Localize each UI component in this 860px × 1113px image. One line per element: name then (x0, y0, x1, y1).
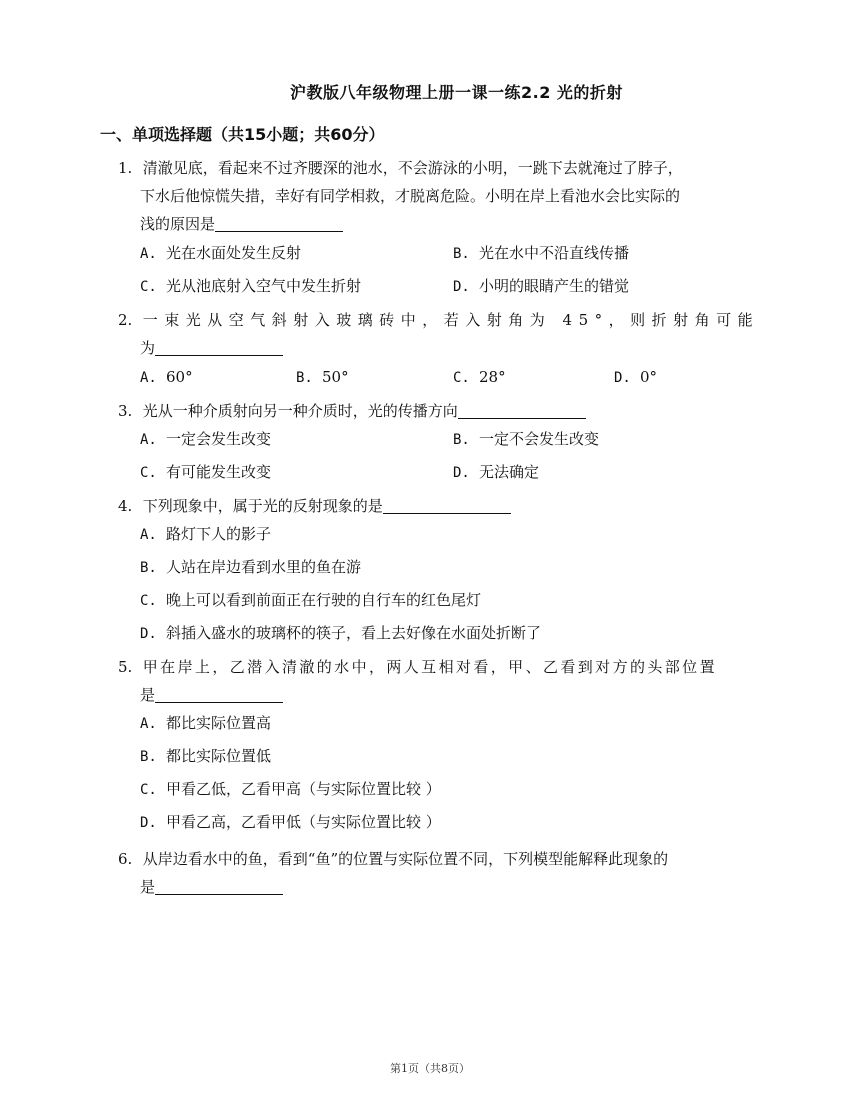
option-letter: C. (140, 279, 157, 295)
option-text: 小明的眼睛产生的错觉 (479, 277, 630, 295)
question-number: 6. (118, 850, 133, 868)
option-letter: C. (453, 370, 470, 386)
option-text: 甲看乙高，乙看甲低（与实际位置比较 ） (166, 813, 441, 831)
option-text: 晚上可以看到前面正在行驶的自行车的红色尾灯 (166, 591, 482, 609)
option-5d[interactable] (140, 810, 441, 835)
option-text: 甲看乙低，乙看甲高（与实际位置比较 ） (166, 780, 441, 798)
page-title: 沪教版八年级物理上册一课一练2.2 光的折射 (290, 83, 623, 102)
option-4d[interactable] (140, 621, 541, 646)
answer-blank[interactable] (155, 876, 283, 895)
question-text-line-1: 光从一种介质射向另一种介质时，光的传播方向 (142, 402, 458, 420)
option-letter: D. (140, 626, 157, 642)
question-number: 2. (118, 311, 133, 329)
option-letter: D. (140, 815, 157, 831)
option-1c[interactable] (140, 274, 361, 299)
option-letter: B. (453, 246, 470, 262)
question-number: 1. (118, 159, 133, 177)
option-text: 一定不会发生改变 (479, 430, 600, 448)
option-text: 人站在岸边看到水里的鱼在游 (166, 558, 362, 576)
option-4c[interactable] (140, 588, 481, 613)
question-text-line-1: 下列现象中，属于光的反射现象的是 (142, 497, 383, 515)
option-1b[interactable] (453, 241, 629, 266)
option-letter: D. (614, 370, 631, 386)
option-4a[interactable] (140, 522, 271, 547)
question-text-line-2: 为 (140, 339, 156, 357)
question-text-line-2-wrap (118, 334, 763, 362)
option-text: 都比实际位置高 (166, 714, 272, 732)
answer-blank[interactable] (155, 337, 283, 356)
option-letter: B. (140, 749, 157, 765)
option-text: 都比实际位置低 (166, 747, 272, 765)
option-5b[interactable] (140, 744, 271, 769)
option-text: 光在水面处发生反射 (166, 244, 302, 262)
question-text-line-3-wrap (118, 210, 763, 238)
option-letter: A. (140, 716, 157, 732)
answer-blank[interactable] (155, 684, 283, 703)
option-letter: A. (140, 246, 157, 262)
question-text-line-2: 是 (140, 878, 156, 896)
option-letter: B. (453, 432, 470, 448)
option-text: 50° (322, 368, 349, 386)
question-text-line-1: 甲在岸上，乙潜入清澈的水中，两人互相对看，甲、乙看到对方的头部位置 (142, 658, 717, 676)
question-text-line-2-wrap (118, 873, 763, 901)
option-letter: D. (453, 279, 470, 295)
question-3 (118, 397, 763, 425)
option-text: 光从池底射入空气中发生折射 (166, 277, 362, 295)
question-text-line-2: 下水后他惊慌失措，幸好有同学相救，才脱离危险。小明在岸上看池水会比实际的 (140, 187, 681, 205)
option-3d[interactable] (453, 460, 539, 485)
answer-blank[interactable] (215, 213, 343, 232)
question-number: 3. (118, 402, 133, 420)
option-4b[interactable] (140, 555, 361, 580)
option-3b[interactable] (453, 427, 599, 452)
question-1 (118, 154, 763, 238)
question-text-line-1: 从岸边看水中的鱼，看到“鱼”的位置与实际位置不同，下列模型能解释此现象的 (142, 850, 669, 868)
option-letter: B. (296, 370, 313, 386)
option-letter: A. (140, 370, 157, 386)
option-text: 一定会发生改变 (166, 430, 272, 448)
option-letter: A. (140, 527, 157, 543)
answer-blank[interactable] (383, 495, 511, 514)
question-number: 4. (118, 497, 133, 515)
option-letter: A. (140, 432, 157, 448)
question-number: 5. (118, 658, 133, 676)
option-text: 60° (166, 368, 193, 386)
option-text: 斜插入盛水的玻璃杯的筷子，看上去好像在水面处折断了 (166, 624, 542, 642)
option-letter: B. (140, 560, 157, 576)
option-letter: C. (140, 593, 157, 609)
option-1d[interactable] (453, 274, 629, 299)
page-footer: 第1页（共8页） (390, 1062, 470, 1075)
option-letter: C. (140, 465, 157, 481)
option-2d[interactable] (614, 365, 657, 390)
option-2c[interactable] (453, 365, 506, 390)
question-6 (118, 845, 763, 901)
option-text: 有可能发生改变 (166, 463, 272, 481)
question-5 (118, 653, 763, 709)
option-2a[interactable] (140, 365, 193, 390)
option-1a[interactable] (140, 241, 301, 266)
option-text: 无法确定 (479, 463, 540, 481)
option-3a[interactable] (140, 427, 271, 452)
option-2b[interactable] (296, 365, 349, 390)
question-text-line-3: 浅的原因是 (140, 215, 216, 233)
option-text: 光在水中不沿直线传播 (479, 244, 630, 262)
option-3c[interactable] (140, 460, 271, 485)
option-text: 28° (479, 368, 506, 386)
answer-blank[interactable] (458, 400, 586, 419)
question-text-line-1: 清澈见底，看起来不过齐腰深的池水，不会游泳的小明，一跳下去就淹过了脖子， (142, 159, 683, 177)
question-4 (118, 492, 763, 520)
question-text-line-2-wrap (118, 681, 763, 709)
option-5a[interactable] (140, 711, 271, 736)
question-2 (118, 306, 763, 362)
question-text-line-2: 是 (140, 686, 156, 704)
question-text-line-1: 一束光从空气斜射入玻璃砖中，若入射角为 45°，则折射角可能 (142, 311, 760, 329)
option-text: 路灯下人的影子 (166, 525, 272, 543)
option-5c[interactable] (140, 777, 441, 802)
option-text: 0° (640, 368, 658, 386)
section-heading: 一、单项选择题（共15小题；共60分） (100, 125, 385, 144)
option-letter: D. (453, 465, 470, 481)
option-letter: C. (140, 782, 157, 798)
